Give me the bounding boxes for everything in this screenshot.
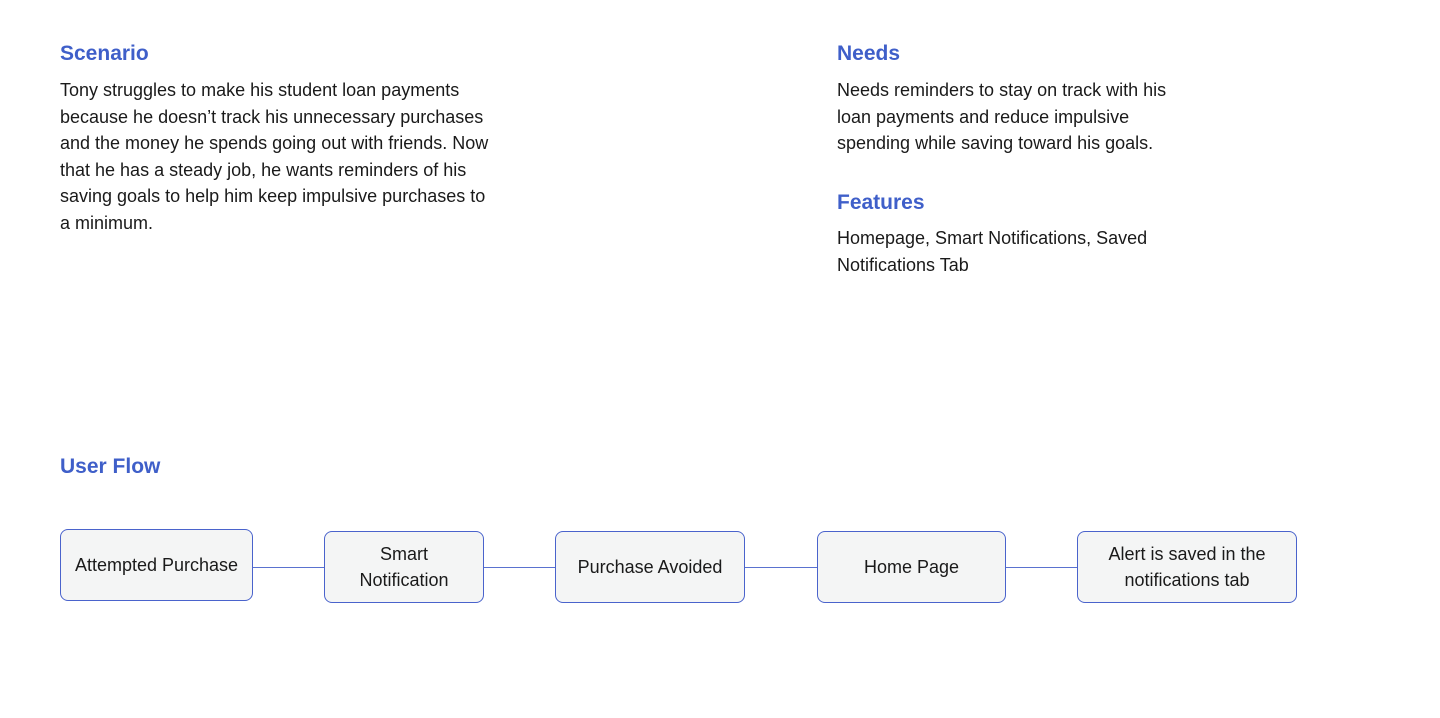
flow-connector (253, 567, 324, 568)
features-text: Homepage, Smart Notifications, Saved Notifications Tab (837, 228, 1148, 275)
flow-step-label: Alert is saved in the notifications tab (1108, 544, 1266, 590)
flow-step-alert-saved (1077, 531, 1297, 603)
flow-step-label: Purchase Avoided (577, 557, 723, 577)
flow-step-purchase-avoided (555, 531, 745, 603)
flow-connector (484, 567, 555, 568)
scenario-heading: Scenario (60, 42, 149, 65)
flow-step-home-page (817, 531, 1006, 603)
user-flow-heading: User Flow (60, 455, 161, 478)
flow-step-label: Smart Notification (359, 544, 449, 590)
needs-heading: Needs (837, 42, 901, 65)
flow-connector (745, 567, 817, 568)
flow-connector (1006, 567, 1077, 568)
flow-step-label: Attempted Purchase (74, 555, 239, 575)
features-heading: Features (837, 191, 925, 214)
flow-step-smart-notification (324, 531, 484, 603)
scenario-text: Tony struggles to make his student loan payments because he doesn’t track his unnecessary purchases and the money he spends going out with friends. Now that he has a steady job, he wants reminders of his saving goals to help him keep impulsive purchases to a minimum. (60, 80, 489, 233)
flow-step-attempted-purchase (60, 529, 253, 601)
flow-step-label: Home Page (863, 557, 960, 577)
needs-text: Needs reminders to stay on track with his loan payments and reduce impulsive spending while saving toward his goals. (837, 80, 1167, 153)
